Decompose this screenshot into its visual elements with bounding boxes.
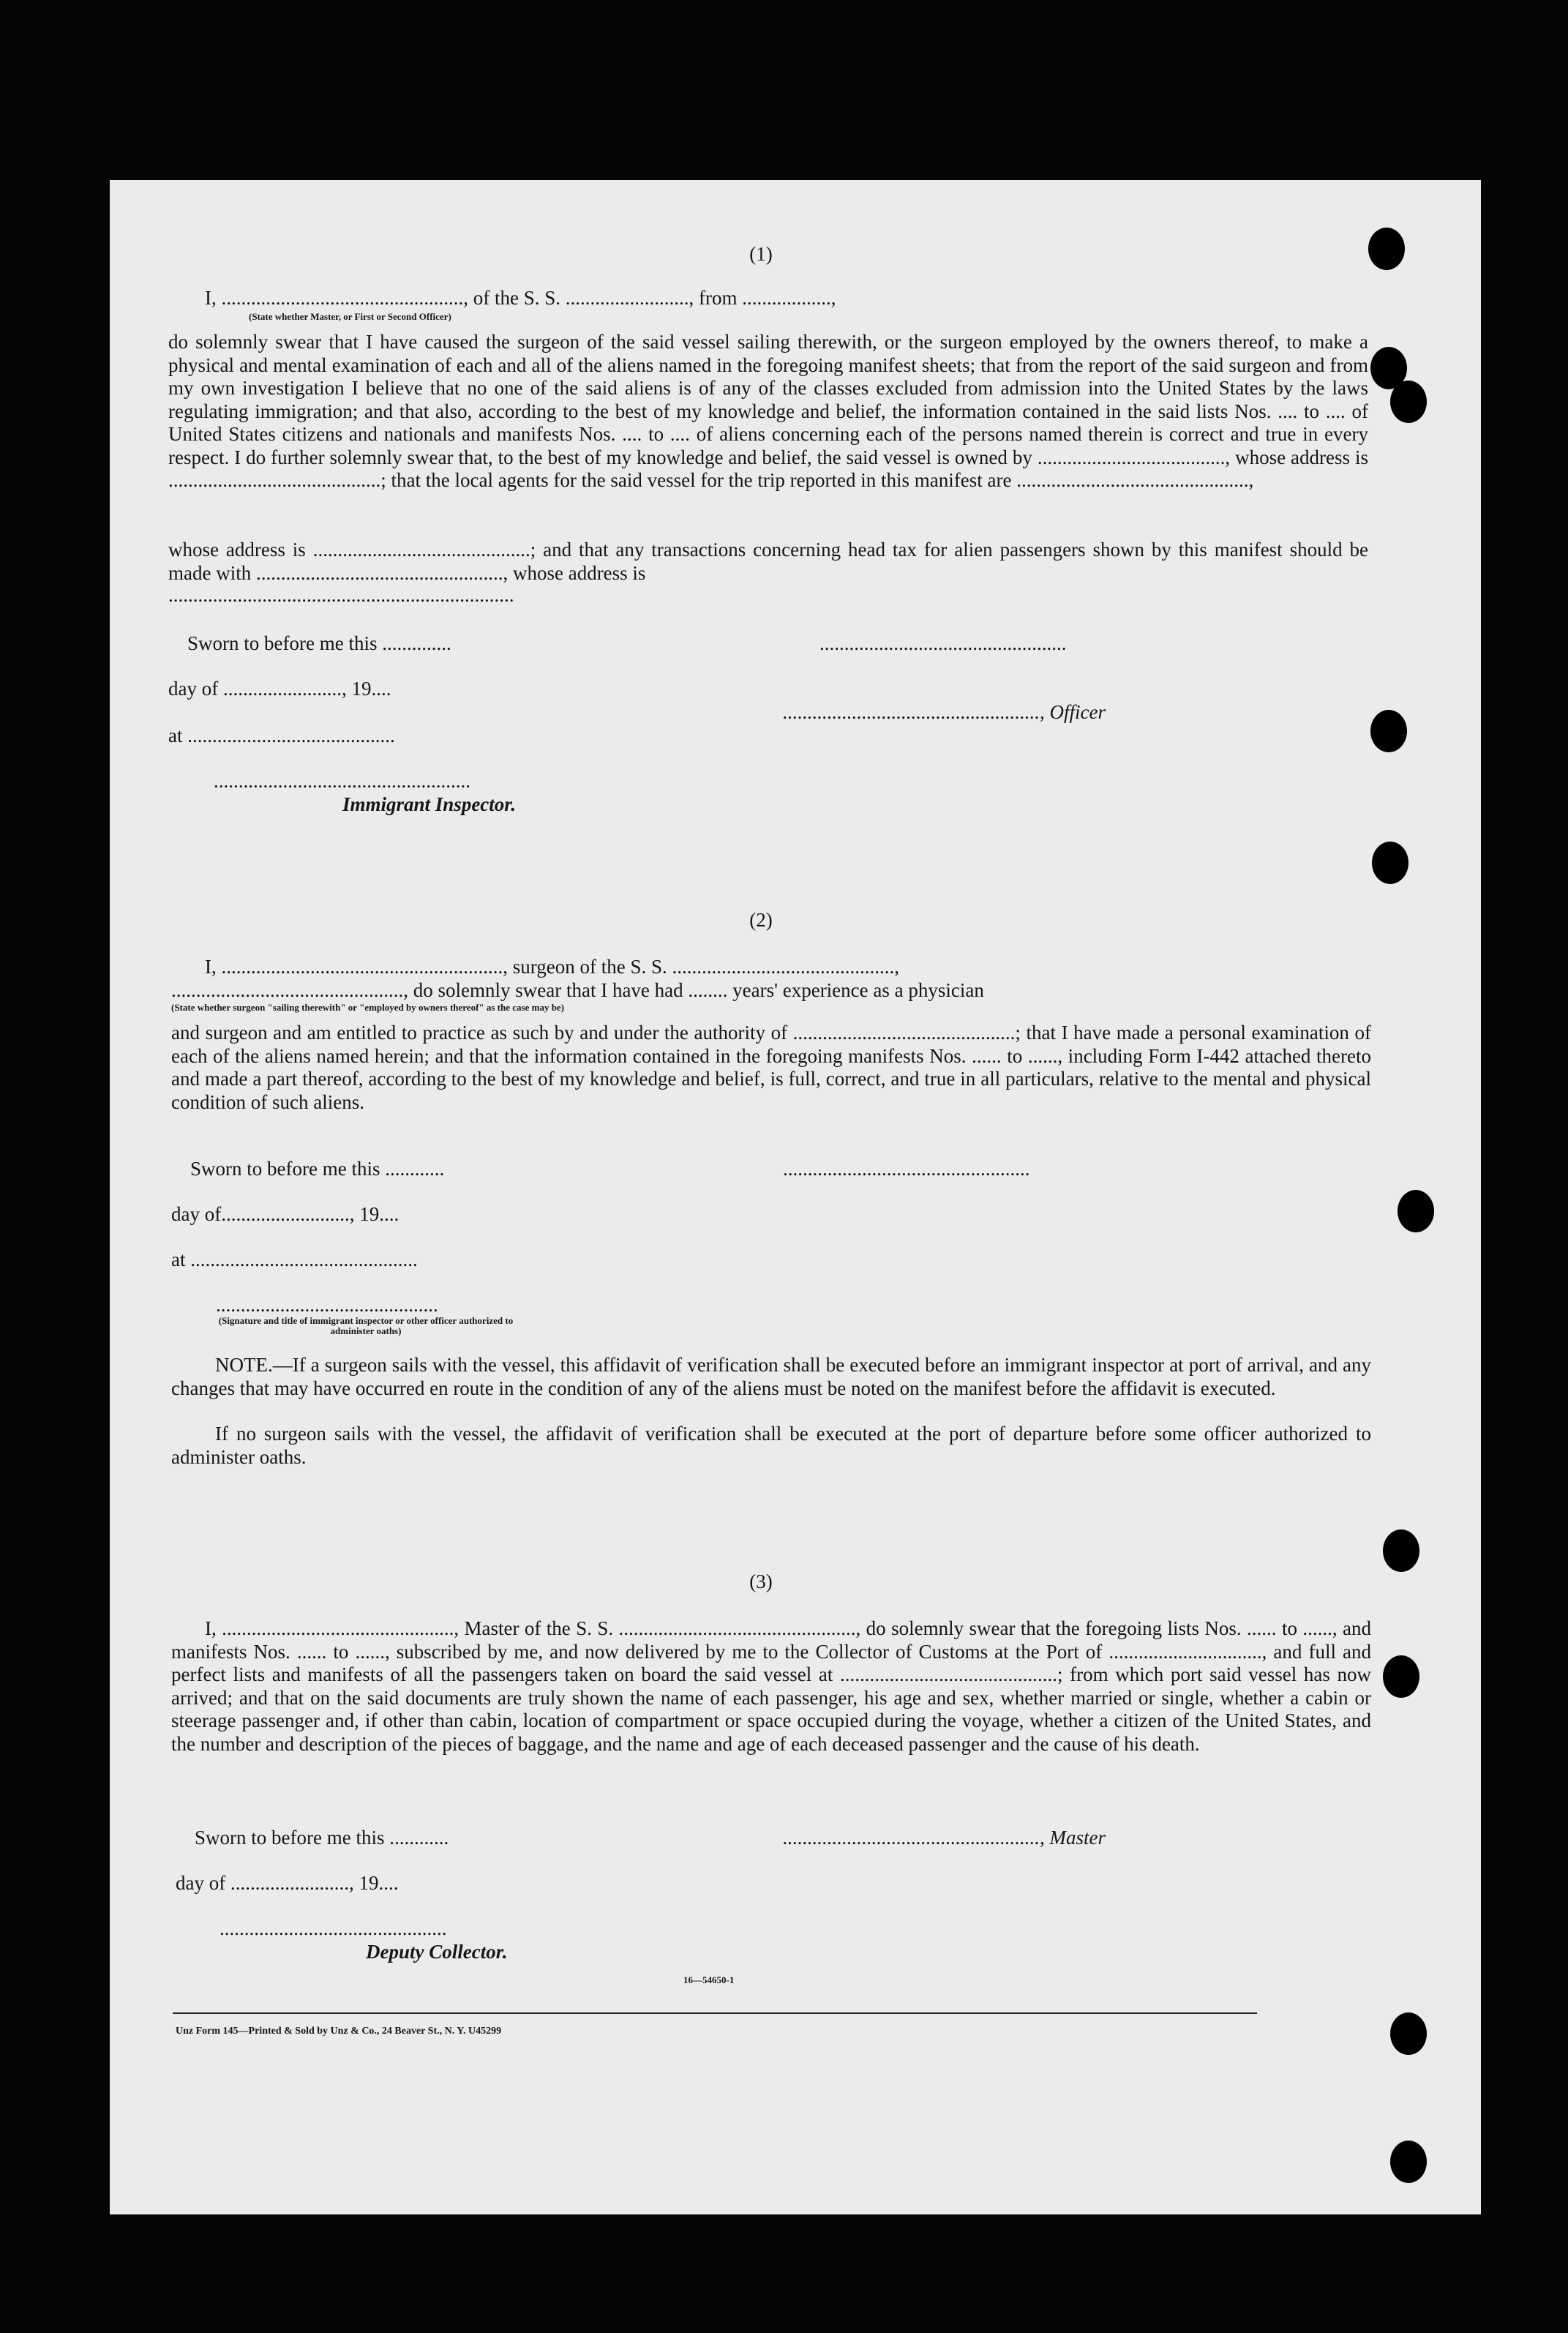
punch-hole <box>1372 842 1408 884</box>
affidavit-3-body: I, ..............................................., Master of the S. S. ................................................, do solemnly swear that the foregoing lists Nos. ...... to ......, and manifests Nos. ...... to ......, subscribed by me, and now delivered by me to the Collector of Customs at the Port of ..............................., and full and perfect lists and manifests of all the passengers taken on board the said vessel at ............................................; from which port said vessel has now arrived; and that on the said documents are truly shown the name of each passenger, his age and sex, whether married or single, whether a cabin or steerage passenger and, if other than cabin, location of compartment or space occupied during the voyage, whether a citizen of the United States, and the number and description of the pieces of baggage, and the name and age of each deceased passenger and the cause of his death. <box>171 1617 1371 1755</box>
form-code: 16—54650-1 <box>683 1974 735 1985</box>
affidavit-2-note: (State whether surgeon "sailing therewith" or "employed by owners thereof" as the case may be) <box>171 1002 565 1013</box>
punch-hole <box>1383 1655 1419 1698</box>
affidavit-1-body: do solemnly swear that I have caused the surgeon of the said vessel sailing therewith, or the surgeon employed by the owners thereof, to make a physical and mental examination of each and all of the aliens named in the foregoing manifest sheets; that from the report of the said surgeon and from my own investigation I believe that no one of the said aliens is of any of the classes excluded from admission into the United States by the laws regulating immigration; and that also, according to the best of my knowledge and belief, the information contained in the said lists Nos. .... to .... of United States citizens and nationals and manifests Nos. .... to .... of aliens concerning each of the persons named therein is correct and true in every respect. I do further solemnly swear that, to the best of my knowledge and belief, the said vessel is owned by ......................................, whose address is ...........................................; that the local agents for the said vessel for the trip reported in this manifest are ..............................................., <box>168 331 1368 491</box>
affidavit-2-note-paragraph-2: If no surgeon sails with the vessel, the affidavit of verification shall be executed at the port of departure before some officer authorized to administer oaths. <box>171 1423 1371 1468</box>
affidavit-2-body: and surgeon and am entitled to practice as such by and under the authority of .............................................; that I have made a personal examination of each of the aliens named herein; and that the information contained in the foregoing manifests Nos. ...... to ......, including Form I-442 attached thereto and made a part thereof, according to the best of my knowledge and belief, is full, correct, and true in all particulars, relative to the mental and physical condition of such aliens. <box>171 1022 1371 1113</box>
affidavit-1-at: at .......................................... <box>168 724 395 746</box>
affidavit-1-inspector: Immigrant Inspector. <box>342 793 517 815</box>
affidavit-1-line: I, ................................................., of the S. S. ........................., from .................., <box>205 287 836 309</box>
affidavit-2-line-1: I, ........................................................., surgeon of the S. S. ............................................., <box>205 956 899 978</box>
affidavit-1-signature-dots: .................................................... <box>214 770 470 792</box>
affidavit-2-number: (2) <box>749 909 773 931</box>
affidavit-1-body-3: ...................................................................... <box>168 584 514 606</box>
footer-imprint: Unz Form 145—Printed & Sold by Unz & Co., 24 Beaver St., N. Y. U45299 <box>176 2026 502 2037</box>
punch-hole <box>1398 1190 1434 1232</box>
footer-rule <box>173 2012 1257 2014</box>
affidavit-3-signature-dots: .............................................. <box>220 1917 447 1939</box>
punch-hole <box>1390 2012 1427 2055</box>
punch-hole <box>1370 710 1407 752</box>
affidavit-3-master: ...................................................., Master <box>783 1827 1106 1849</box>
affidavit-1-officer-dots: .................................................. <box>819 632 1067 654</box>
affidavit-3-number: (3) <box>749 1570 773 1592</box>
affidavit-3-sworn: Sworn to before me this ............ <box>195 1827 449 1849</box>
affidavit-3-day: day of ........................, 19.... <box>176 1872 399 1894</box>
affidavit-1-body-2: whose address is ............................................; and that any transactions concerning head tax for alien passengers shown by this manifest should be made with .................................................., whose address is <box>168 539 1368 584</box>
punch-hole <box>1383 1529 1419 1572</box>
affidavit-2-note-paragraph: NOTE.—If a surgeon sails with the vessel, this affidavit of verification shall be executed before an immigrant inspector at port of arrival, and any changes that may have occurred en route in the condition of any of the aliens must be noted on the manifest before the affidavit is executed. <box>171 1354 1371 1399</box>
affidavit-2-line-2: ..............................................., do solemnly swear that I have had ........ years' experience as a physician <box>171 979 984 1001</box>
affidavit-1-sworn: Sworn to before me this .............. <box>187 632 451 654</box>
punch-hole <box>1390 381 1427 423</box>
affidavit-2-signature-note: (Signature and title of immigrant inspector or other officer authorized to administer oaths) <box>218 1315 514 1336</box>
punch-hole <box>1368 228 1405 270</box>
affidavit-1-day: day of ........................, 19.... <box>168 678 391 700</box>
affidavit-2-officer-dots: .................................................. <box>783 1158 1030 1180</box>
affidavit-1-officer: ...................................................., Officer <box>783 701 1106 723</box>
affidavit-2-sworn: Sworn to before me this ............ <box>190 1158 445 1180</box>
affidavit-3-collector: Deputy Collector. <box>366 1941 508 1963</box>
manifest-page <box>110 180 1481 2214</box>
affidavit-1-number: (1) <box>749 243 773 265</box>
affidavit-2-signature-dots: ............................................. <box>216 1294 438 1316</box>
affidavit-1-note: (State whether Master, or First or Second Officer) <box>249 311 451 322</box>
affidavit-2-at: at .............................................. <box>171 1248 418 1270</box>
punch-hole <box>1390 2141 1427 2183</box>
affidavit-2-day: day of.........................., 19.... <box>171 1203 399 1225</box>
